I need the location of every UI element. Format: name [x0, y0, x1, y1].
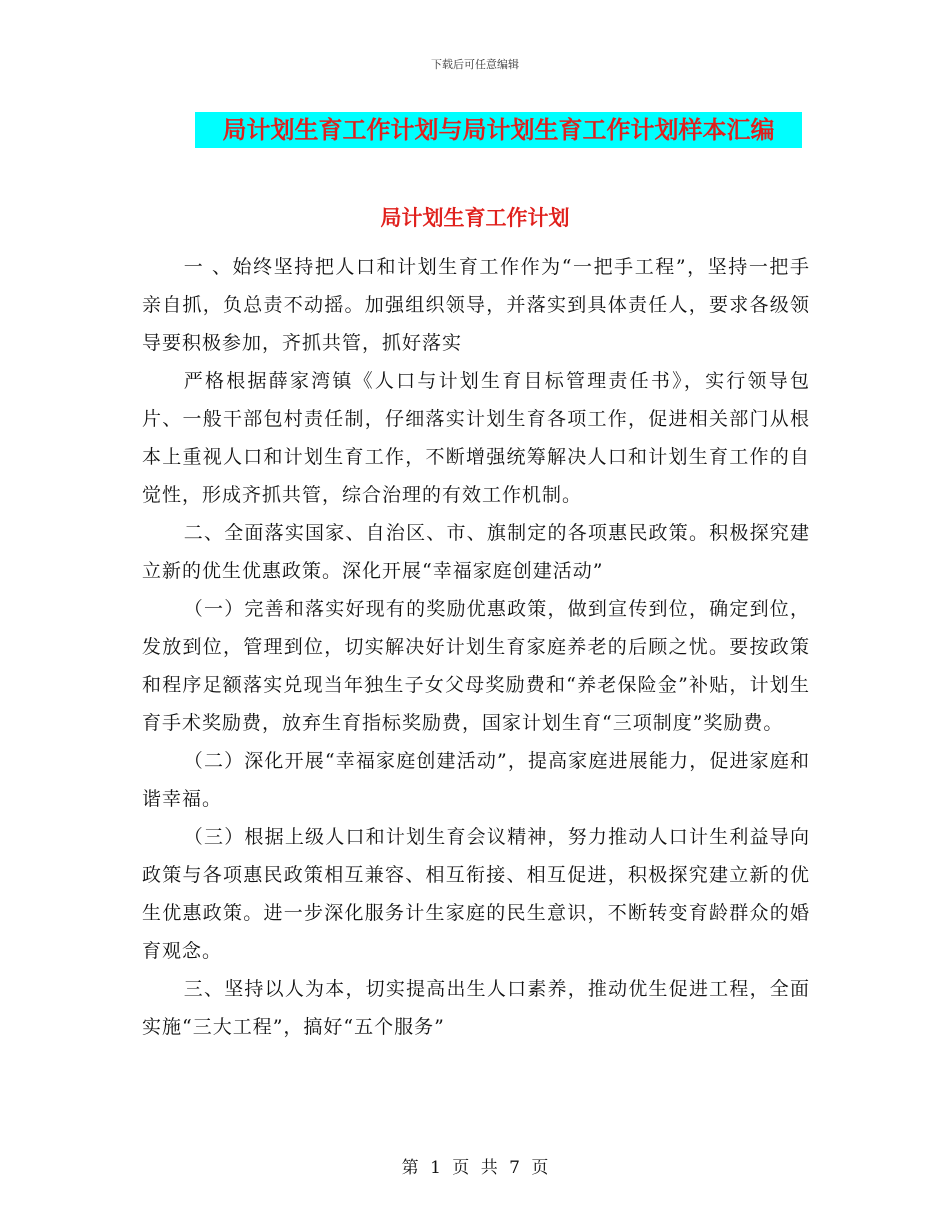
paragraph-7: 三、坚持以人为本，切实提高出生人口素养，推动优生促进工程，全面实施“三大工程”，搞好“五个服务”	[142, 978, 810, 1038]
paragraph-5: （二）深化开展“幸福家庭创建活动”，提高家庭进展能力，促进家庭和谐幸福。	[142, 750, 810, 810]
header-note: 下载后可任意编辑	[431, 58, 519, 71]
paragraph-3: 二、全面落实国家、自治区、市、旗制定的各项惠民政策。积极探究建立新的优生优惠政策。深化开展“幸福家庭创建活动”	[142, 522, 810, 582]
document-title: 局计划生育工作计划与局计划生育工作计划样本汇编	[222, 116, 775, 144]
paragraph-4: （一）完善和落实好现有的奖励优惠政策，做到宣传到位，确定到位，发放到位，管理到位，切实解决好计划生育家庭养老的后顾之忧。要按政策和程序足额落实兑现当年独生子女父母奖励费和“养老保险金”补贴，计划生育手术奖励费，放弃生育指标奖励费，国家计划生育“三项制度”奖励费。	[142, 598, 810, 734]
section-title: 局计划生育工作计划	[380, 206, 570, 230]
paragraph-6: （三）根据上级人口和计划生育会议精神，努力推动人口计生利益导向政策与各项惠民政策相互兼容、相互衔接、相互促进，积极探究建立新的优生优惠政策。进一步深化服务计生家庭的民生意识，不断转变育龄群众的婚育观念。	[142, 826, 810, 962]
page-number: 第 1 页 共 7 页	[401, 1158, 549, 1178]
paragraph-2: 严格根据薛家湾镇《人口与计划生育目标管理责任书》，实行领导包片、一般干部包村责任制，仔细落实计划生育各项工作，促进相关部门从根本上重视人口和计划生育工作，不断增强统筹解决人口和计划生育工作的自觉性，形成齐抓共管，综合治理的有效工作机制。	[142, 370, 810, 506]
paragraph-1: 一 、始终坚持把人口和计划生育工作作为“一把手工程”，坚持一把手亲自抓，负总责不动摇。加强组织领导，并落实到具体责任人，要求各级领导要积极参加，齐抓共管，抓好落实	[142, 256, 810, 354]
document-body	[142, 248, 810, 1046]
